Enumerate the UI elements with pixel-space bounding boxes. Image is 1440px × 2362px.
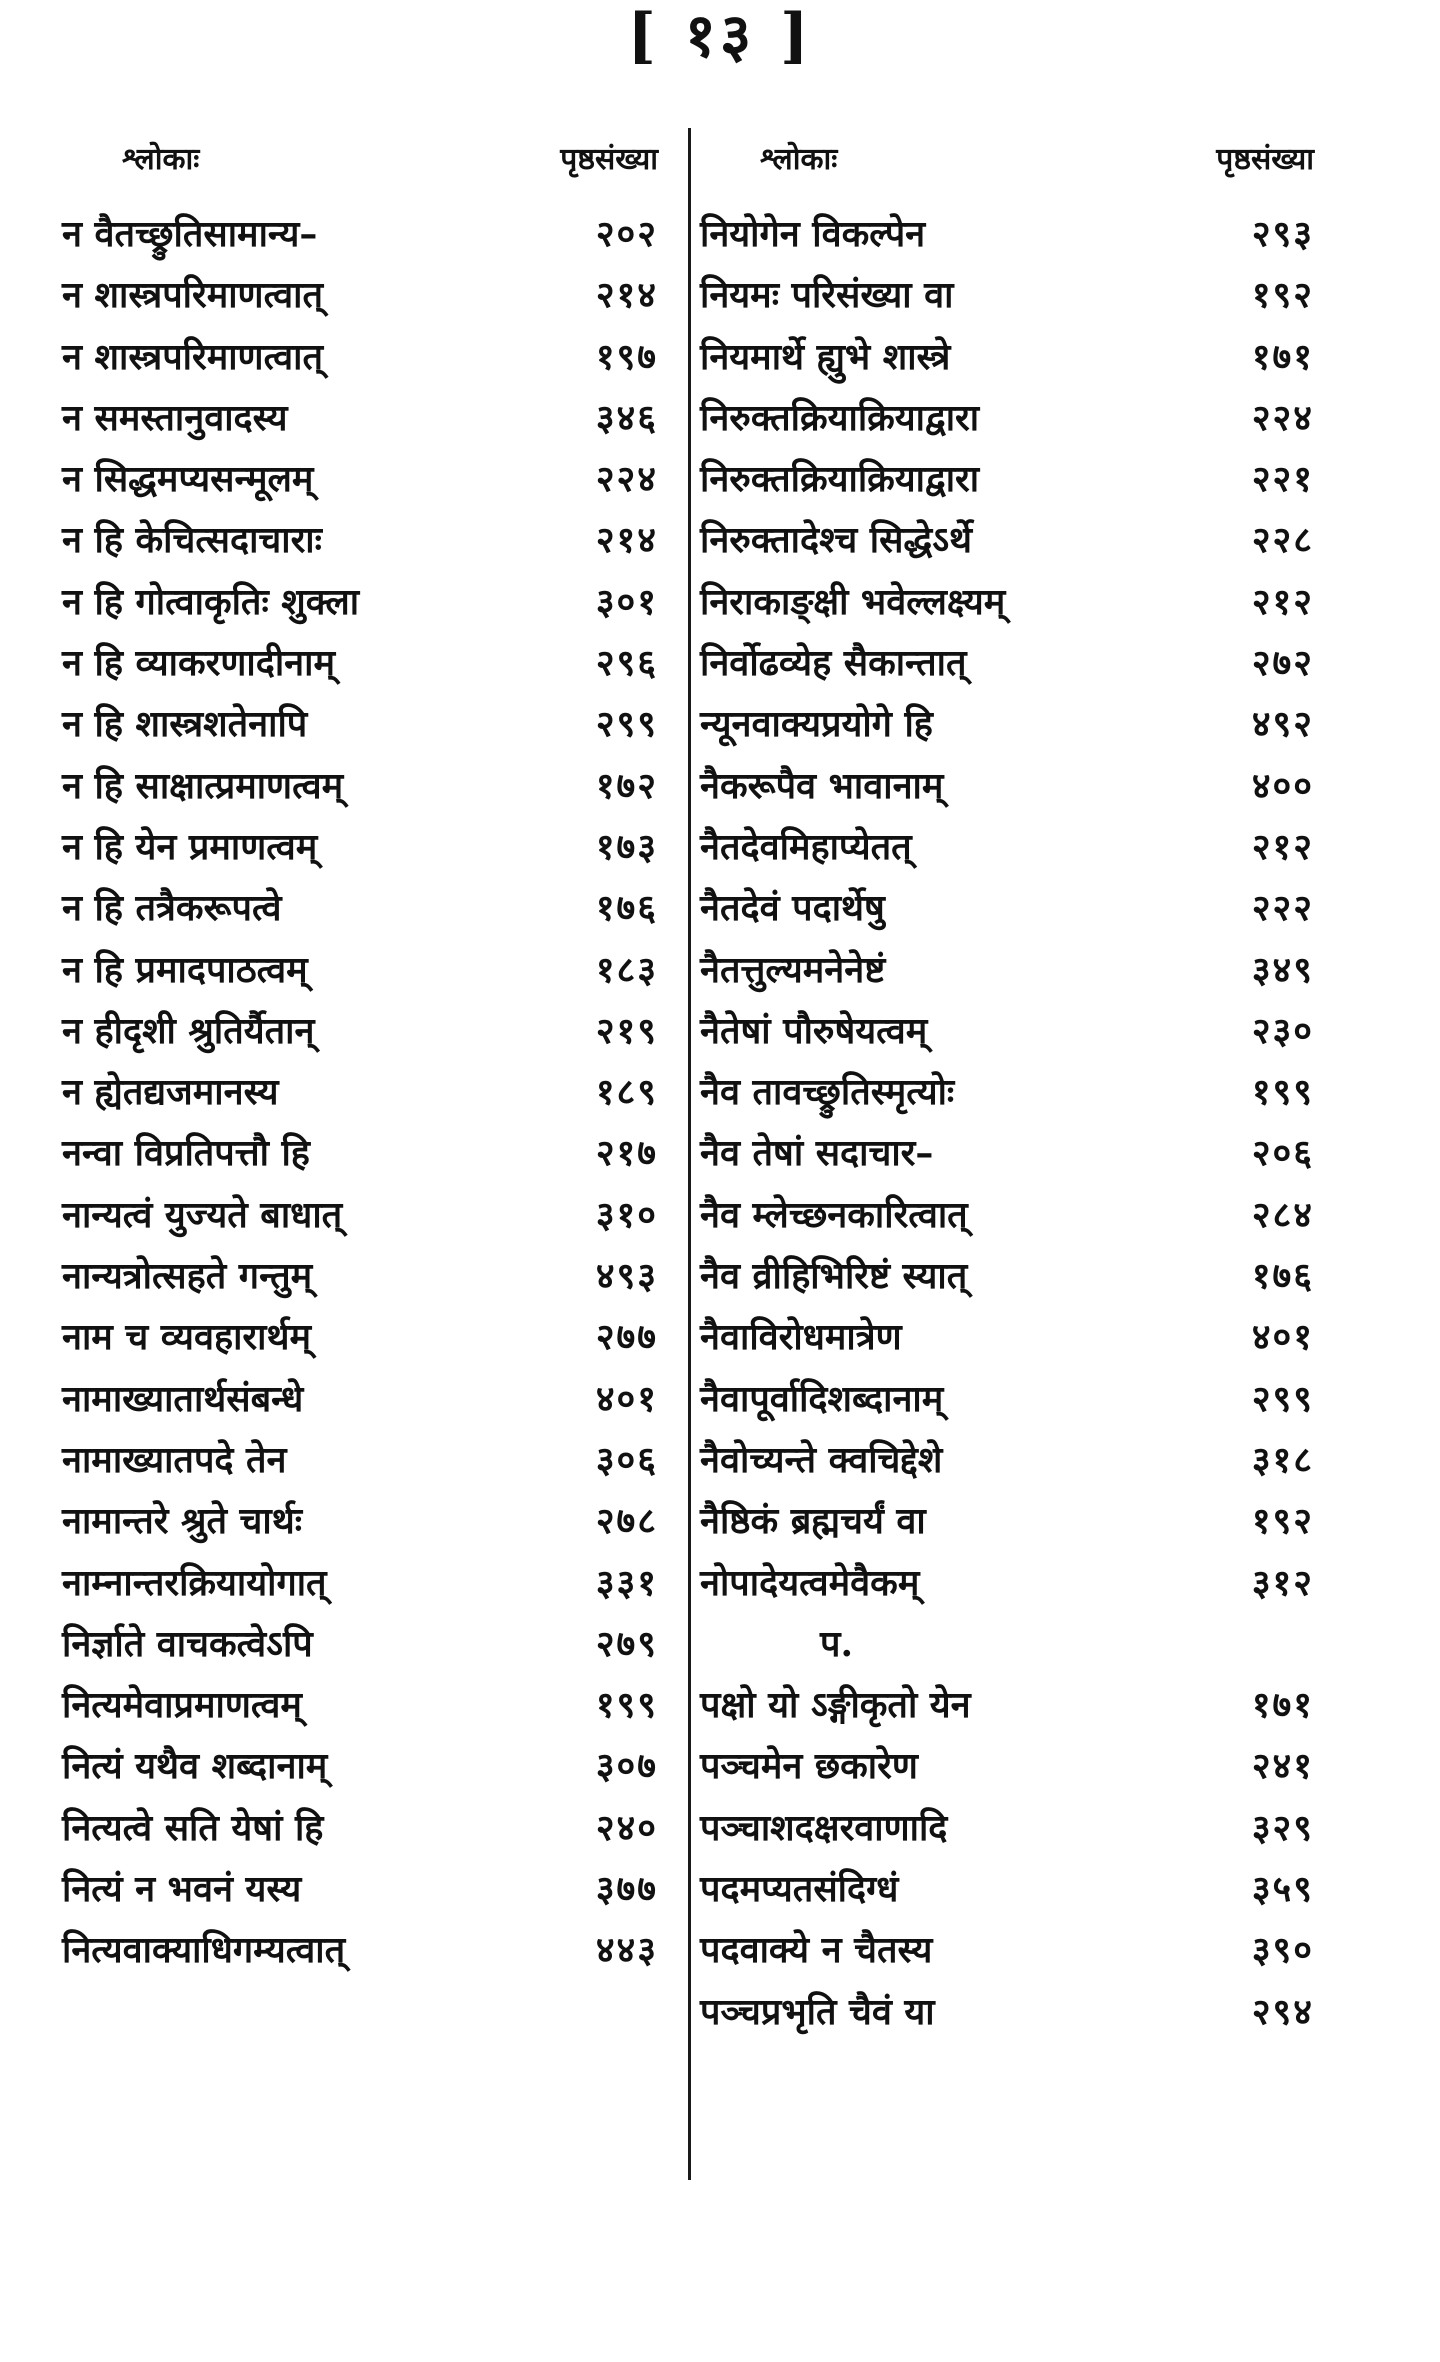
verse-text: नियोगेन विकल्पेन xyxy=(700,213,926,255)
index-row xyxy=(62,327,658,388)
page-reference: ३०६ xyxy=(595,1438,658,1481)
index-row xyxy=(700,1982,1314,2043)
page-reference: २७७ xyxy=(595,1316,658,1359)
index-row xyxy=(700,1062,1314,1123)
index-row xyxy=(62,1614,658,1675)
verse-text: न हि प्रमादपाठत्वम् xyxy=(62,948,308,991)
page-reference: १७१ xyxy=(1251,335,1314,378)
index-row xyxy=(700,694,1314,755)
page-reference: ४४३ xyxy=(595,1929,658,1972)
page-reference: १८३ xyxy=(595,948,658,991)
page-reference: ३५९ xyxy=(1251,1868,1314,1911)
page-reference: २१२ xyxy=(1251,580,1314,623)
index-row xyxy=(700,878,1314,939)
verse-text: नैतत्तुल्यमनेनेष्टं xyxy=(700,948,886,991)
verse-text: नाम्नान्तरक्रियायोगात् xyxy=(62,1561,327,1604)
page-reference: २७८ xyxy=(595,1500,658,1543)
verse-text: न हि शास्त्रशतेनापि xyxy=(62,703,308,746)
page-reference: २८४ xyxy=(1251,1193,1314,1236)
left-header-verses: श्लोकाः xyxy=(122,142,200,177)
index-row xyxy=(62,265,658,326)
page-reference: २७२ xyxy=(1251,642,1314,685)
verse-text: नोपादेयत्वमेवैकम् xyxy=(700,1561,920,1604)
index-row xyxy=(62,449,658,510)
index-row xyxy=(62,817,658,878)
index-row xyxy=(62,1123,658,1184)
index-row xyxy=(700,1553,1314,1614)
page-reference: ४९२ xyxy=(1251,703,1314,746)
page-reference: २१४ xyxy=(595,274,658,317)
index-row xyxy=(700,1430,1314,1491)
verse-text: न हि केचित्सदाचाराः xyxy=(62,519,322,562)
verse-text: नैवोच्यन्ते क्वचिद्देशे xyxy=(700,1438,943,1481)
section-heading xyxy=(700,1614,1300,1675)
index-row xyxy=(700,204,1314,265)
page-reference: २२२ xyxy=(1251,887,1314,930)
verse-text: न हि साक्षात्प्रमाणत्वम् xyxy=(62,764,344,807)
verse-text: निर्ज्ञाते वाचकत्वेऽपि xyxy=(62,1622,313,1665)
verse-text: निरुक्तक्रियाक्रियाद्वारा xyxy=(700,396,980,439)
page-reference: २२१ xyxy=(1251,458,1314,501)
right-header-verses: श्लोकाः xyxy=(760,142,838,177)
page-reference: ३४९ xyxy=(1251,948,1314,991)
index-row xyxy=(700,1185,1314,1246)
page-reference: २१२ xyxy=(1251,825,1314,868)
index-row xyxy=(700,1491,1314,1552)
index-row xyxy=(62,204,658,265)
verse-text: पञ्चप्रभृति चैवं या xyxy=(700,1990,935,2033)
page-reference: १७६ xyxy=(1251,1255,1314,1298)
page-reference: २३० xyxy=(1251,1009,1314,1052)
verse-text: नैतेषां पौरुषेयत्वम् xyxy=(700,1009,928,1052)
page-reference: ३३१ xyxy=(595,1561,658,1604)
page-reference: ४०१ xyxy=(1251,1316,1314,1359)
page-reference: १७१ xyxy=(1251,1684,1314,1727)
index-row xyxy=(62,1307,658,1368)
verse-text: नैवाविरोधमात्रेण xyxy=(700,1316,902,1359)
page-reference: १९९ xyxy=(1251,1071,1314,1114)
index-row xyxy=(700,388,1314,449)
verse-text: पदवाक्ये न चैतस्य xyxy=(700,1929,933,1972)
verse-text: नान्यत्वं युज्यते बाधात् xyxy=(62,1193,343,1236)
verse-text: न सिद्धमप्यसन्मूलम् xyxy=(62,458,314,501)
verse-text: निर्वोढव्येह सैकान्तात् xyxy=(700,642,967,685)
page-reference: २९६ xyxy=(595,642,658,685)
page-reference: २९९ xyxy=(1251,1377,1314,1420)
index-row xyxy=(700,510,1314,571)
right-header-page-count: पृष्ठसंख्या xyxy=(1216,142,1314,177)
page-reference: ३९० xyxy=(1251,1929,1314,1972)
verse-text: नियमः परिसंख्या वा xyxy=(700,274,954,317)
page-reference: १९९ xyxy=(595,1684,658,1727)
index-row xyxy=(62,1859,658,1920)
verse-text: नैवापूर्वादिशब्दानाम् xyxy=(700,1377,944,1420)
verse-text: निराकाङ्क्षी भवेल्लक्ष्यम् xyxy=(700,580,1006,623)
verse-text: नामाख्यातार्थसंबन्धे xyxy=(62,1377,304,1420)
verse-text: नैव व्रीहिभिरिष्टं स्यात् xyxy=(700,1255,968,1298)
page-reference: ३१२ xyxy=(1251,1561,1314,1604)
index-row xyxy=(700,1675,1314,1736)
index-row xyxy=(700,1307,1314,1368)
index-row xyxy=(700,633,1314,694)
index-row xyxy=(700,1369,1314,1430)
index-row xyxy=(700,940,1314,1001)
page-reference: ३७७ xyxy=(595,1868,658,1911)
verse-text: न शास्त्रपरिमाणत्वात् xyxy=(62,274,323,317)
verse-text: पक्षो यो ऽङ्गीकृतो येन xyxy=(700,1684,971,1727)
verse-text: नियमार्थे ह्युभे शास्त्रे xyxy=(700,335,951,378)
index-row xyxy=(62,1001,658,1062)
verse-text: न हि तत्रैकरूपत्वे xyxy=(62,887,282,930)
verse-text: नित्यं न भवनं यस्य xyxy=(62,1868,302,1911)
page-reference: ३१० xyxy=(595,1193,658,1236)
page-reference: २१४ xyxy=(595,519,658,562)
index-row xyxy=(700,572,1314,633)
index-row xyxy=(62,940,658,1001)
page-reference: २०२ xyxy=(595,213,658,255)
page-reference: २१९ xyxy=(595,1009,658,1052)
verse-text: न हि व्याकरणादीनाम् xyxy=(62,642,335,685)
index-row xyxy=(62,1185,658,1246)
page-reference: २२८ xyxy=(1251,519,1314,562)
verse-text: नित्यं यथैव शब्दानाम् xyxy=(62,1745,328,1788)
page-reference: १७६ xyxy=(595,887,658,930)
page-reference: २२४ xyxy=(595,458,658,501)
left-header-page-count: पृष्ठसंख्या xyxy=(560,142,658,177)
index-row xyxy=(62,1675,658,1736)
verse-text: नैव तावच्छ्रुतिस्मृत्योः xyxy=(700,1071,955,1114)
verse-text: नैकरूपैव भावानाम् xyxy=(700,764,944,807)
page-reference: २९९ xyxy=(595,703,658,746)
index-row xyxy=(62,1369,658,1430)
index-row xyxy=(700,1859,1314,1920)
index-row xyxy=(700,265,1314,326)
page-reference: २९४ xyxy=(1251,1990,1314,2033)
page-reference: ४०० xyxy=(1251,764,1314,807)
page-reference: २२४ xyxy=(1251,396,1314,439)
index-row xyxy=(62,1491,658,1552)
page-reference: २७९ xyxy=(595,1622,658,1665)
page-reference: १९२ xyxy=(1251,274,1314,317)
index-row xyxy=(62,633,658,694)
verse-text: नान्यत्रोत्सहते गन्तुम् xyxy=(62,1255,313,1298)
index-row xyxy=(62,388,658,449)
verse-text: नैतदेवमिहाप्येतत् xyxy=(700,825,912,868)
verse-text: नित्यत्वे सति येषां हि xyxy=(62,1806,324,1849)
verse-text: न हीदृशी श्रुतिर्यैतान् xyxy=(62,1009,315,1052)
verse-text: निरुक्तक्रियाक्रियाद्वारा xyxy=(700,458,980,501)
verse-text: न समस्तानुवादस्य xyxy=(62,396,288,439)
index-row xyxy=(62,1736,658,1797)
verse-text: नामान्तरे श्रुते चार्थः xyxy=(62,1500,303,1543)
right-column xyxy=(700,130,1314,2043)
verse-text: पञ्चमेन छकारेण xyxy=(700,1745,918,1788)
verse-text: पदमप्यतसंदिग्धं xyxy=(700,1868,899,1911)
page-reference: ३०७ xyxy=(595,1745,658,1788)
page-reference: १७३ xyxy=(595,825,658,868)
index-row xyxy=(700,817,1314,878)
index-row xyxy=(700,327,1314,388)
verse-text: न्यूनवाक्यप्रयोगे हि xyxy=(700,703,933,746)
verse-text: नन्वा विप्रतिपत्तौ हि xyxy=(62,1132,310,1175)
verse-text: नित्यमेवाप्रमाणत्वम् xyxy=(62,1684,302,1727)
index-row xyxy=(62,1920,658,1981)
index-row xyxy=(700,756,1314,817)
verse-text: न वैतच्छ्रुतिसामान्य– xyxy=(62,213,318,255)
index-row xyxy=(62,510,658,571)
page-reference: २९३ xyxy=(1251,213,1314,255)
page-reference: ३०१ xyxy=(595,580,658,623)
verse-text: नैव तेषां सदाचार– xyxy=(700,1132,934,1175)
verse-text: नामाख्यातपदे तेन xyxy=(62,1438,287,1481)
index-row xyxy=(62,572,658,633)
index-row xyxy=(62,756,658,817)
page-number: [ १३ ] xyxy=(627,1,813,71)
left-column xyxy=(62,130,658,1982)
verse-text: नैव म्लेच्छनकारित्वात् xyxy=(700,1193,968,1236)
index-row xyxy=(700,1920,1314,1981)
verse-text: न हि येन प्रमाणत्वम् xyxy=(62,825,318,868)
index-row xyxy=(700,1123,1314,1184)
verse-text: नैतदेवं पदार्थेषु xyxy=(700,887,885,930)
verse-text: प. xyxy=(820,1622,853,1665)
index-row xyxy=(62,1798,658,1859)
index-row xyxy=(62,878,658,939)
page-reference: २०६ xyxy=(1251,1132,1314,1175)
column-divider xyxy=(688,128,691,2180)
left-index-list xyxy=(62,204,658,1982)
index-row xyxy=(62,1062,658,1123)
page-reference: २४० xyxy=(595,1806,658,1849)
index-row xyxy=(62,1430,658,1491)
verse-text: पञ्चाशदक्षरवाणादि xyxy=(700,1806,948,1849)
index-row xyxy=(62,1246,658,1307)
left-column-header xyxy=(62,130,658,190)
page-reference: ३४६ xyxy=(595,396,658,439)
page-reference: १७२ xyxy=(595,764,658,807)
verse-text: न हि गोत्वाकृतिः शुक्ला xyxy=(62,580,360,623)
index-row xyxy=(62,694,658,755)
verse-text: नैष्ठिकं ब्रह्मचर्यं वा xyxy=(700,1500,926,1543)
index-row xyxy=(700,449,1314,510)
page-reference: ४९३ xyxy=(595,1255,658,1298)
index-row xyxy=(700,1001,1314,1062)
page-reference: १९७ xyxy=(595,335,658,378)
page-reference: १९२ xyxy=(1251,1500,1314,1543)
verse-text: नाम च व्यवहारार्थम् xyxy=(62,1316,311,1359)
index-row xyxy=(700,1246,1314,1307)
index-row xyxy=(700,1798,1314,1859)
verse-text: निरुक्तादेश्च सिद्धेऽर्थे xyxy=(700,519,973,562)
verse-text: न ह्येतद्यजमानस्य xyxy=(62,1071,279,1114)
index-row xyxy=(62,1553,658,1614)
page-reference: २१७ xyxy=(595,1132,658,1175)
verse-text: न शास्त्रपरिमाणत्वात् xyxy=(62,335,323,378)
right-index-list xyxy=(700,204,1314,2043)
right-column-header xyxy=(700,130,1314,190)
index-row xyxy=(700,1736,1314,1797)
page-reference: ३२९ xyxy=(1251,1806,1314,1849)
page-reference: ३१८ xyxy=(1251,1438,1314,1481)
page-reference: १८९ xyxy=(595,1071,658,1114)
page-reference: २४१ xyxy=(1251,1745,1314,1788)
verse-text: नित्यवाक्याधिगम्यत्वात् xyxy=(62,1929,346,1972)
page-reference: ४०१ xyxy=(595,1377,658,1420)
